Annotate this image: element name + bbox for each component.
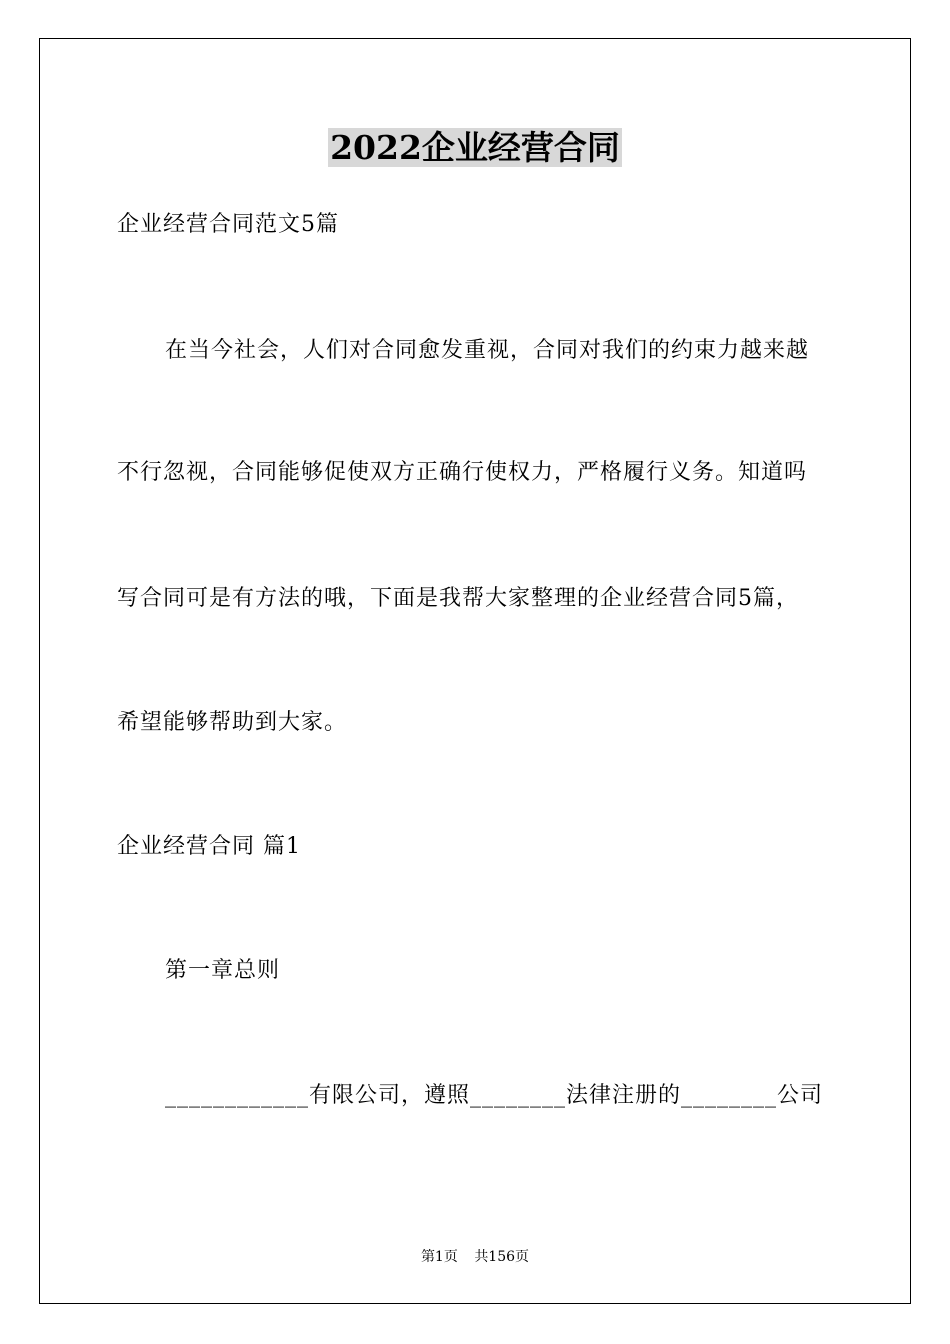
intro-line-2: 不行忽视，合同能够促使双方正确行使权力，严格履行义务。知道吗: [117, 460, 808, 485]
page-number-total: 共156页: [474, 1249, 530, 1265]
page-footer: [0, 1248, 950, 1266]
intro-line-4: 希望能够帮助到大家。: [117, 710, 348, 735]
section-heading: 企业经营合同 篇1: [117, 834, 301, 859]
intro-line-1: 在当今社会，人们对合同愈发重视，合同对我们的约束力越来越: [165, 338, 810, 363]
chapter-heading: 第一章总则: [165, 958, 281, 983]
document-title-text: 2022企业经营合同: [330, 128, 620, 167]
document-subtitle: 企业经营合同范文5篇: [117, 212, 339, 237]
clause-line: ____________有限公司，遵照________法律注册的________公司: [165, 1083, 824, 1108]
page-number-current: 第1页: [420, 1249, 458, 1265]
document-title: [0, 128, 950, 168]
intro-line-3: 写合同可是有方法的哦，下面是我帮大家整理的企业经营合同5篇，: [117, 586, 799, 611]
